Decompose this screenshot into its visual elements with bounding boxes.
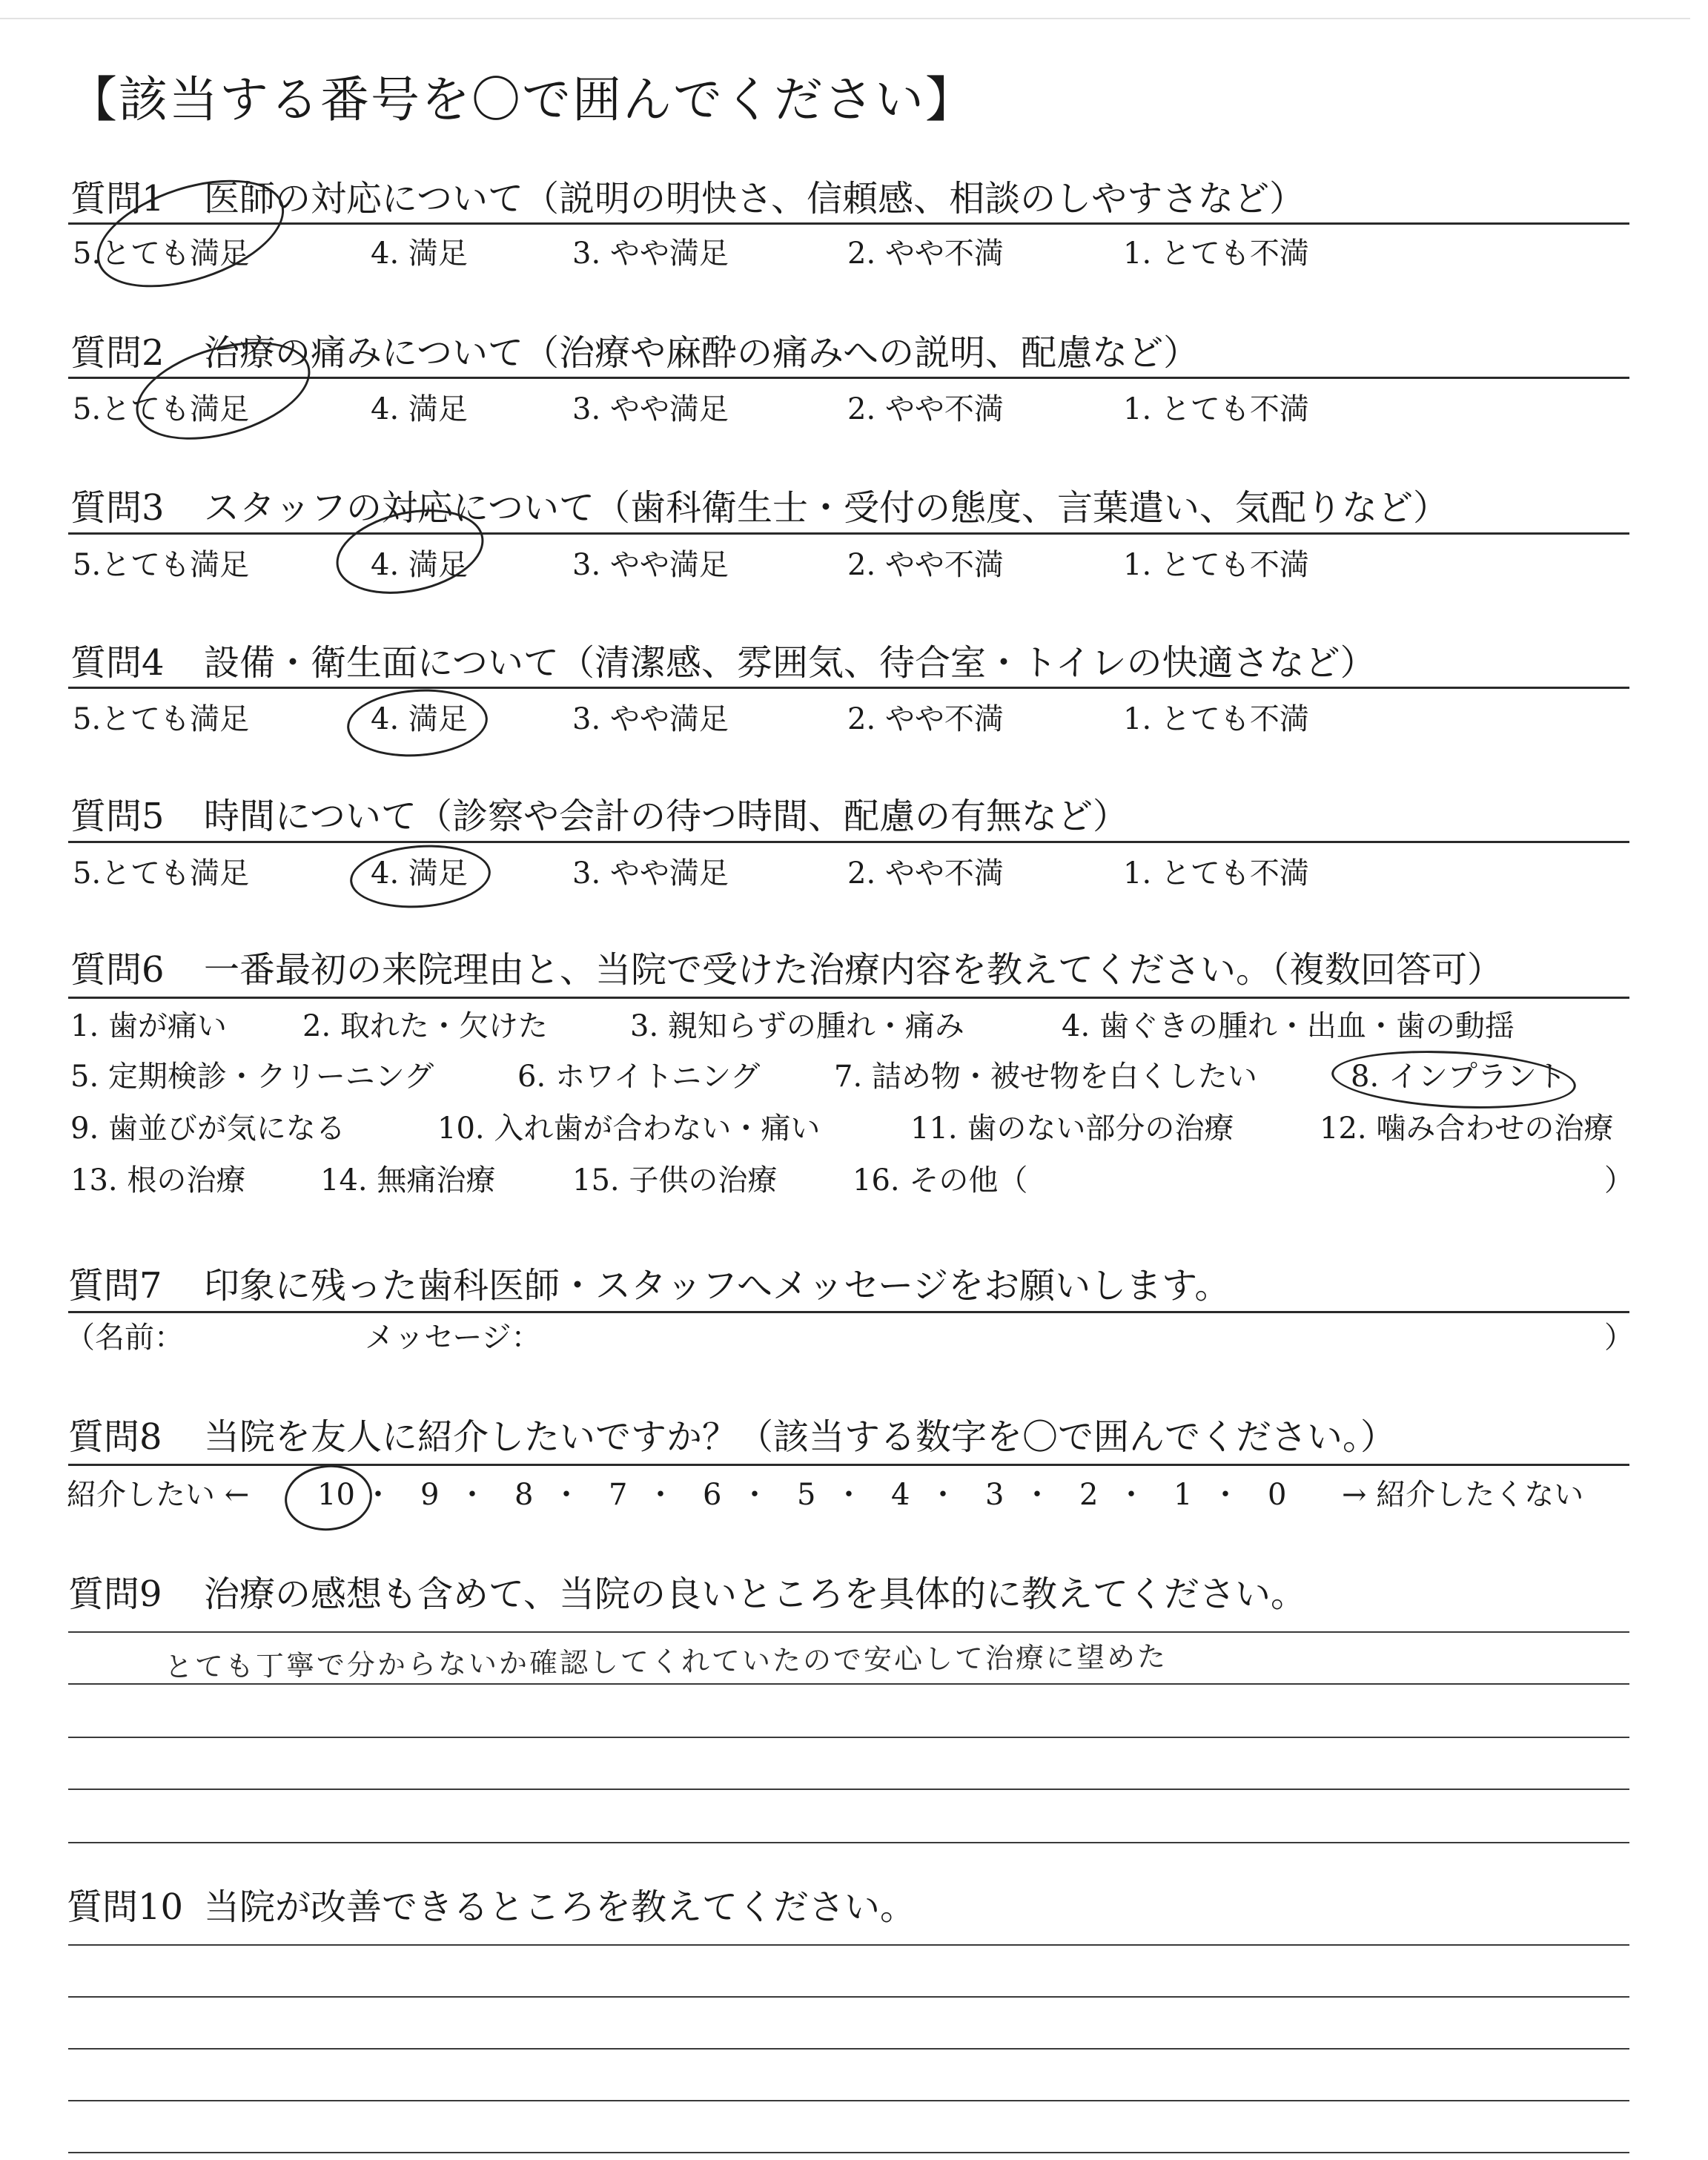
question-2-text: 治療の痛みについて（治療や麻酔の痛みへの説明、配慮など） [204,332,1199,374]
q6-option-16[interactable]: 16. その他（ [853,1163,1028,1198]
question-8-rule [68,1464,1629,1466]
q10-writing-line [68,2048,1629,2050]
q10-writing-line [68,2152,1629,2153]
q3-option-2[interactable]: 2. やや不満 [847,548,1004,582]
q8-scale-value[interactable]: 3 [985,1478,1004,1512]
q6-option-11[interactable]: 11. 歯のない部分の治療 [910,1112,1234,1146]
q1-option-2[interactable]: 2. やや不満 [847,237,1004,271]
q2-option-5[interactable]: 5.とても満足 [73,392,250,426]
q10-writing-line [68,2100,1629,2101]
q8-scale-separator: ・ [457,1478,487,1512]
question-5-text: 時間について（診察や会計の待つ時間、配慮の有無など） [204,796,1129,837]
q6-option-9[interactable]: 9. 歯並びが気になる [70,1112,345,1146]
q2-option-3[interactable]: 3. やや満足 [572,392,729,426]
question-10-label: 質問10 [67,1886,184,1928]
question-4-label: 質問4 [70,642,165,684]
question-1-label: 質問1 [70,178,165,219]
q9-writing-line [68,1737,1629,1738]
q8-scale-separator: ・ [552,1478,581,1512]
q8-scale-value[interactable]: 0 [1268,1478,1287,1512]
q1-option-5[interactable]: 5.とても満足 [73,237,250,271]
q2-option-4[interactable]: 4. 満足 [371,392,468,426]
q6-option-7[interactable]: 7. 詰め物・被せ物を白くしたい [834,1060,1257,1094]
q6-option-15[interactable]: 15. 子供の治療 [572,1163,778,1198]
q6-selection-circle [1330,1045,1578,1114]
question-8-text: 当院を友人に紹介したいですか？（該当する数字を〇で囲んでください。） [204,1416,1397,1458]
q8-scale-value[interactable]: 10 [317,1478,355,1512]
question-5-rule [68,841,1629,843]
q6-option-14[interactable]: 14. 無痛治療 [320,1163,496,1198]
q3-option-5[interactable]: 5.とても満足 [73,548,250,582]
q8-scale-separator: ・ [1211,1478,1240,1512]
q10-writing-line [68,1996,1629,1998]
question-5-label: 質問5 [70,796,165,837]
q8-scale-separator: ・ [1022,1478,1052,1512]
q6-option-5[interactable]: 5. 定期検診・クリーニング [70,1060,434,1094]
q8-scale-separator: ・ [834,1478,864,1512]
q5-option-3[interactable]: 3. やや満足 [572,856,729,891]
q6-option-4[interactable]: 4. 歯ぐきの腫れ・出血・歯の動揺 [1062,1009,1515,1043]
q10-writing-line [68,1944,1629,1946]
question-3-text: スタッフの対応について（歯科衛生士・受付の態度、言葉遣い、気配りなど） [204,487,1449,529]
q6-option-6[interactable]: 6. ホワイトニング [517,1060,761,1094]
q9-handwritten-answer: とても丁寧で分からないか確認してくれていたので安心して治療に望めた [164,1639,1168,1684]
question-8-label: 質問8 [68,1416,162,1458]
q8-scale-separator: ・ [928,1478,958,1512]
q8-scale-value[interactable]: 1 [1174,1478,1193,1512]
question-3-label: 質問3 [70,487,165,529]
q4-option-3[interactable]: 3. やや満足 [572,702,729,736]
q8-scale-value[interactable]: 5 [797,1478,816,1512]
q5-option-1[interactable]: 1. とても不満 [1123,856,1309,891]
q4-option-2[interactable]: 2. やや不満 [847,702,1004,736]
q5-option-4[interactable]: 4. 満足 [371,856,468,891]
q6-option-8[interactable]: 8. インプラント [1351,1060,1566,1094]
q8-scale-separator: ・ [363,1478,393,1512]
page-title: 【該当する番号を〇で囲んでください】 [68,71,976,128]
q6-other-close-paren: ） [1604,1163,1634,1198]
q8-scale-value[interactable]: 4 [891,1478,910,1512]
q6-option-10[interactable]: 10. 入れ歯が合わない・痛い [437,1112,821,1146]
question-10-text: 当院が改善できるところを教えてください。 [204,1886,916,1928]
q3-option-1[interactable]: 1. とても不満 [1123,548,1309,582]
question-1-text: 医師の対応について（説明の明快さ、信頼感、相談のしやすさなど） [204,178,1305,219]
q6-option-1[interactable]: 1. 歯が痛い [70,1009,227,1043]
question-6-text: 一番最初の来院理由と、当院で受けた治療内容を教えてください。（複数回答可） [204,949,1503,991]
question-4-rule [68,687,1629,689]
q6-option-12[interactable]: 12. 噛み合わせの治療 [1320,1112,1614,1146]
question-3-rule [68,532,1629,535]
q4-option-4[interactable]: 4. 満足 [371,702,468,736]
q8-selection-circle [282,1461,376,1535]
q4-selection-circle [345,684,490,761]
q7-close-paren: ） [1604,1321,1634,1355]
q9-writing-line [68,1631,1629,1633]
q8-scale-value[interactable]: 7 [609,1478,628,1512]
q7-message-label: メッセージ： [365,1321,541,1355]
question-9-text: 治療の感想も含めて、当院の良いところを具体的に教えてください。 [204,1573,1307,1615]
q5-option-5[interactable]: 5.とても満足 [73,856,250,891]
question-9-label: 質問9 [68,1573,162,1615]
q1-option-1[interactable]: 1. とても不満 [1123,237,1309,271]
question-1-rule [68,222,1629,225]
q8-scale-value[interactable]: 2 [1079,1478,1099,1512]
q4-option-1[interactable]: 1. とても不満 [1123,702,1309,736]
q8-scale-value[interactable]: 8 [514,1478,534,1512]
question-2-label: 質問2 [70,332,165,374]
question-7-text: 印象に残った歯科医師・スタッフへメッセージをお願いします。 [204,1265,1231,1307]
question-6-label: 質問6 [70,949,165,991]
q1-option-4[interactable]: 4. 満足 [371,237,468,271]
q8-scale-separator: ・ [646,1478,675,1512]
question-6-rule [68,997,1629,999]
q8-scale-value[interactable]: 6 [703,1478,722,1512]
question-4-text: 設備・衛生面について（清潔感、雰囲気、待合室・トイレの快適さなど） [204,642,1376,684]
q8-scale-value[interactable]: 9 [420,1478,440,1512]
q9-writing-line [68,1842,1629,1843]
q6-option-13[interactable]: 13. 根の治療 [70,1163,246,1198]
q8-right-label: → 紹介したくない [1342,1478,1584,1512]
question-7-label: 質問7 [68,1265,162,1307]
q9-writing-line [68,1683,1629,1685]
q8-scale-separator: ・ [1116,1478,1146,1512]
q2-option-2[interactable]: 2. やや不満 [847,392,1004,426]
q9-writing-line [68,1789,1629,1790]
q8-scale-separator: ・ [740,1478,769,1512]
q8-left-label: 紹介したい ← [67,1478,250,1512]
q7-name-label: （名前： [65,1321,184,1355]
q1-option-3[interactable]: 3. やや満足 [572,237,729,271]
question-7-rule [68,1311,1629,1313]
q3-option-3[interactable]: 3. やや満足 [572,548,729,582]
q6-option-2[interactable]: 2. 取れた・欠けた [302,1009,548,1043]
q3-option-4[interactable]: 4. 満足 [371,548,468,582]
q4-option-5[interactable]: 5.とても満足 [73,702,250,736]
q2-option-1[interactable]: 1. とても不満 [1123,392,1309,426]
q5-option-2[interactable]: 2. やや不満 [847,856,1004,891]
scan-edge-line [0,18,1690,19]
q5-selection-circle [348,840,492,912]
q6-option-3[interactable]: 3. 親知らずの腫れ・痛み [630,1009,964,1043]
